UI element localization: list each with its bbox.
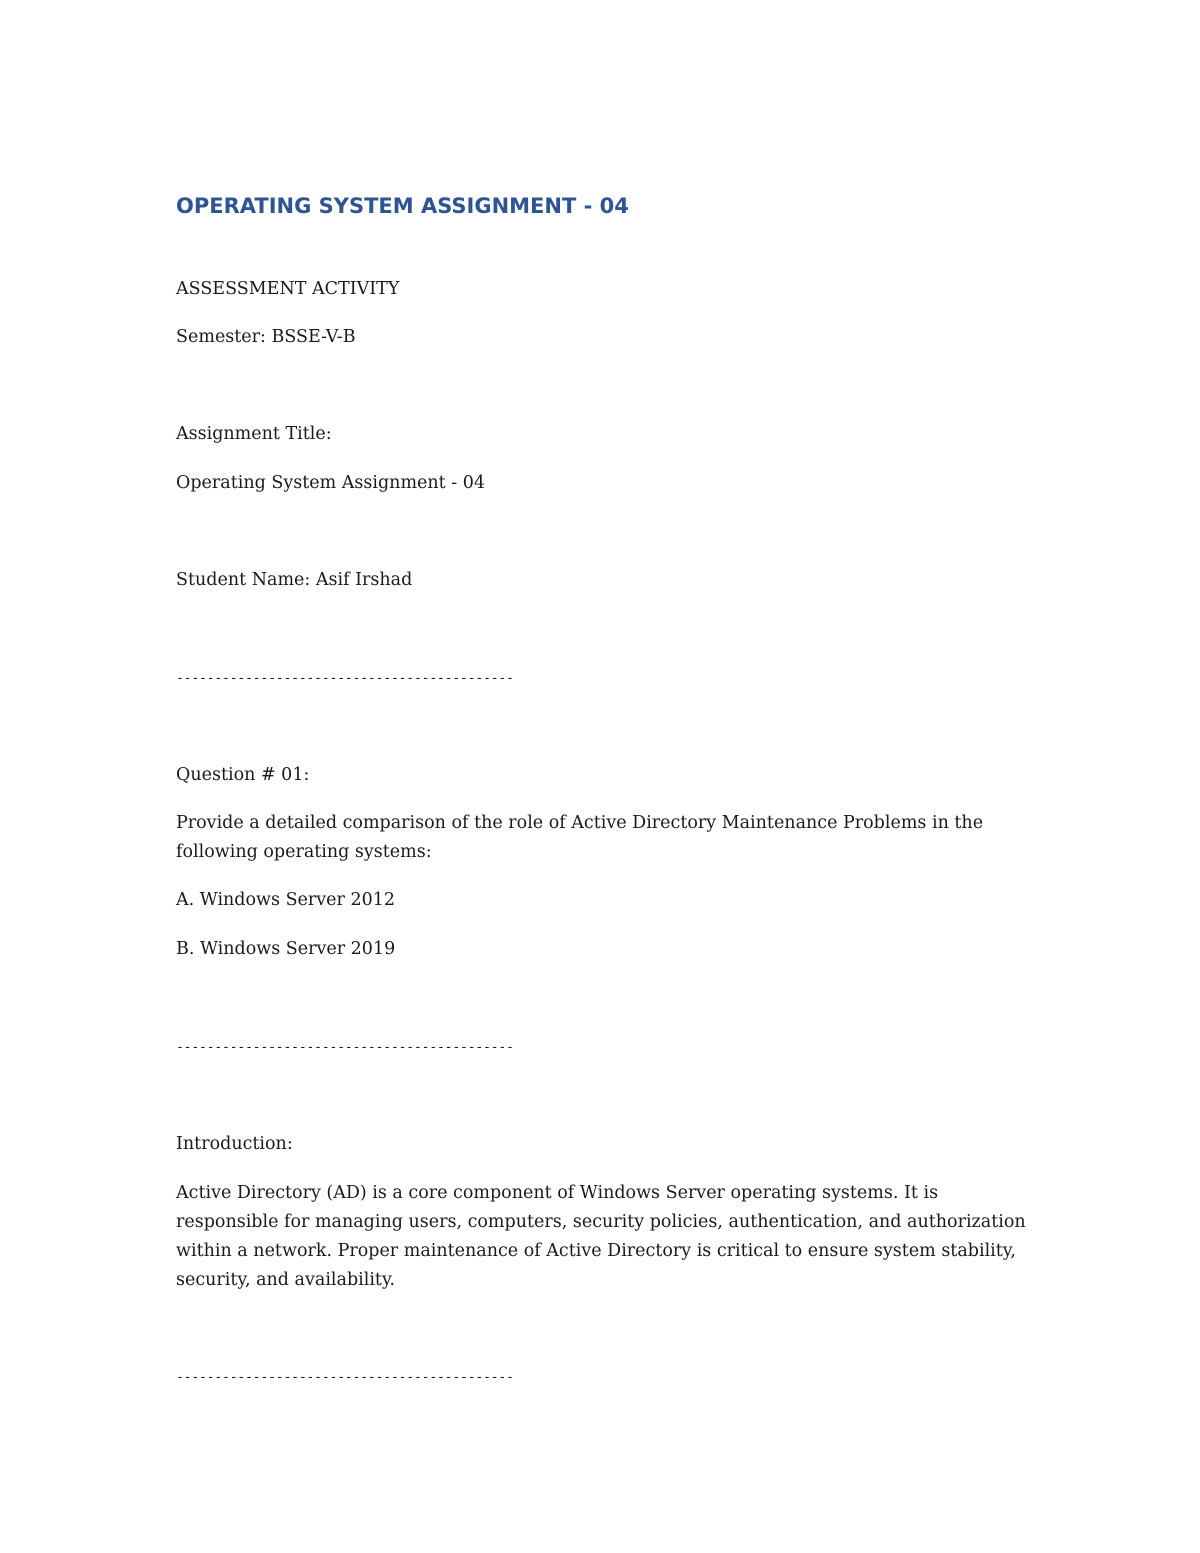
assignment-title-value: Operating System Assignment - 04 xyxy=(176,473,486,493)
question-text-line-2: following operating systems: xyxy=(176,842,432,862)
question-heading: Question # 01: xyxy=(176,765,310,785)
assessment-label: ASSESSMENT ACTIVITY xyxy=(176,279,400,299)
divider-2: -------------------------------------------- xyxy=(176,1040,514,1055)
divider-3: -------------------------------------------- xyxy=(176,1370,514,1385)
student-name-line: Student Name: Asif Irshad xyxy=(176,570,413,590)
semester-line: Semester: BSSE-V-B xyxy=(176,327,356,347)
question-option-b: B. Windows Server 2019 xyxy=(176,939,396,959)
question-text-line-1: Provide a detailed comparison of the role of Active Directory Maintenance Problems in the xyxy=(176,813,984,833)
divider-1: -------------------------------------------- xyxy=(176,671,514,686)
document-title: OPERATING SYSTEM ASSIGNMENT - 04 xyxy=(176,194,629,218)
introduction-body: Active Directory (AD) is a core component of Windows Server operating systems. It is responsible for managing users, computers, security policies, authentication, and authorization within a network. Proper maintenance of Active Directory is critical to ensure system stability, security, and availability. xyxy=(176,1183,1026,1290)
question-option-a: A. Windows Server 2012 xyxy=(176,890,395,910)
introduction-heading: Introduction: xyxy=(176,1134,293,1154)
assignment-title-label: Assignment Title: xyxy=(176,424,332,444)
